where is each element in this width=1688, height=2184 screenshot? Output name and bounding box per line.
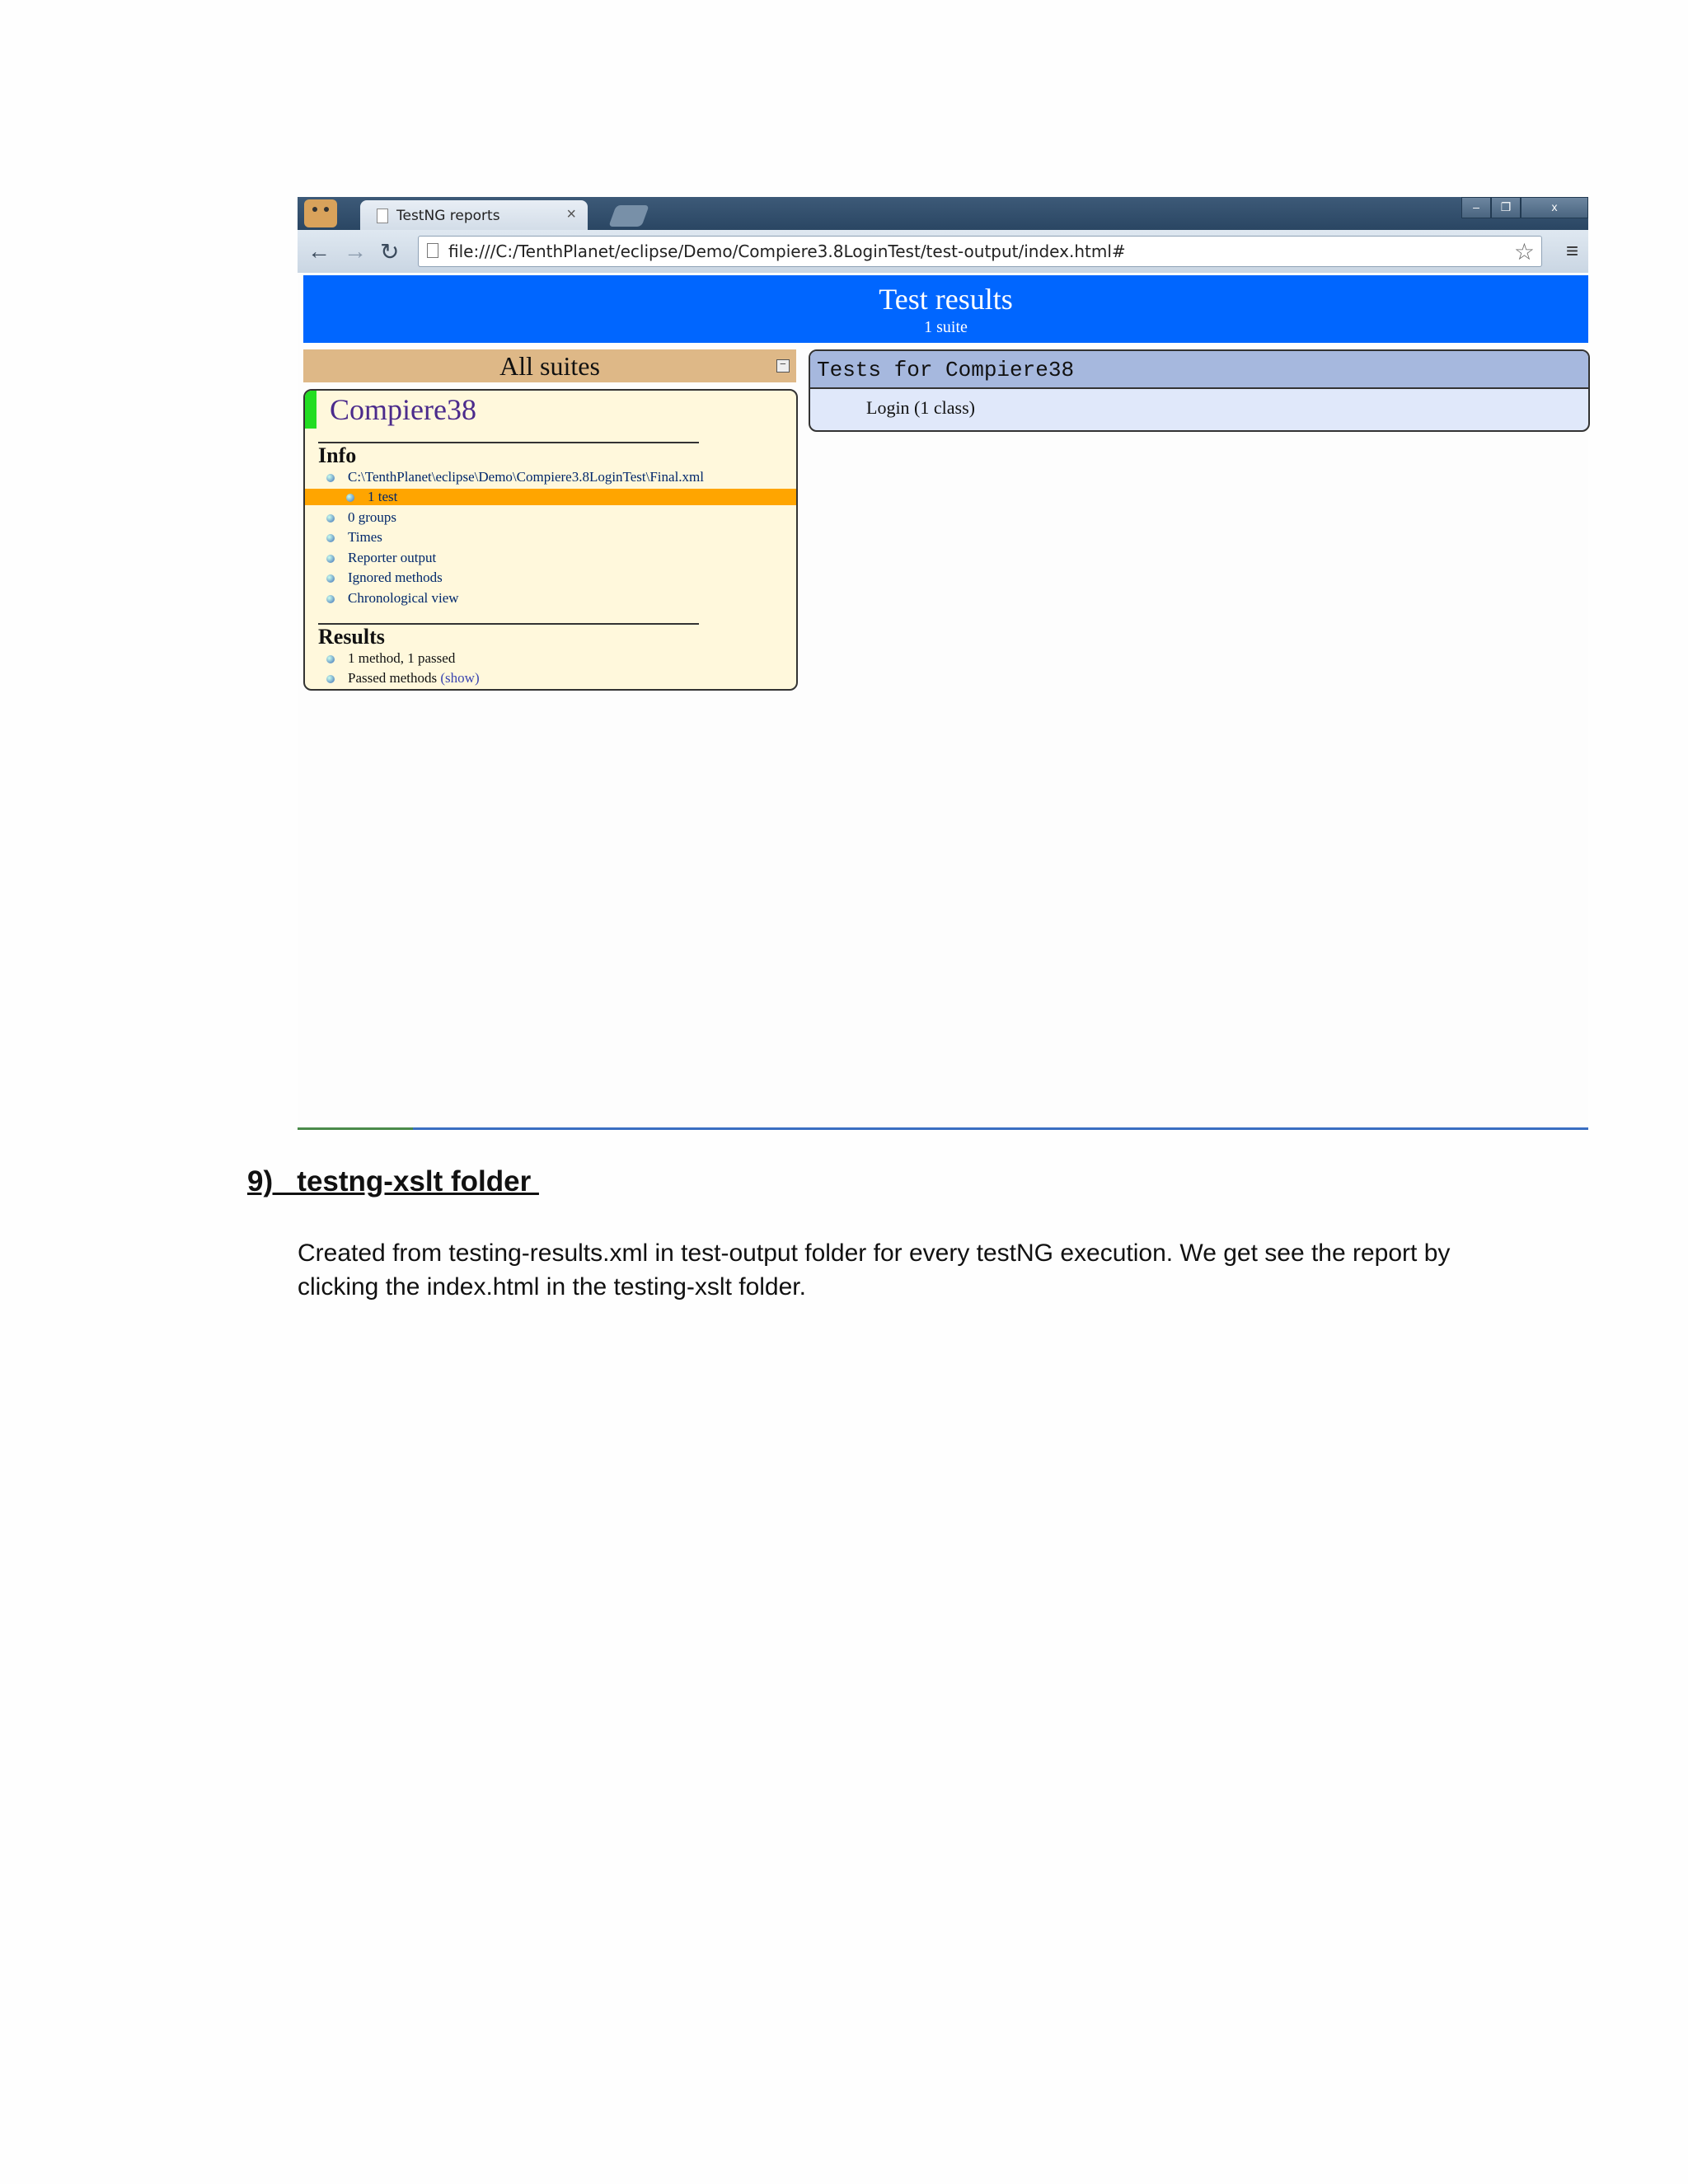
tab-title: TestNG reports — [396, 208, 500, 224]
show-link[interactable]: (show) — [440, 670, 480, 686]
info-item-times[interactable] — [348, 529, 382, 546]
bullet-icon — [326, 474, 335, 482]
bullet-icon — [346, 494, 354, 502]
tests-header: Tests for Compiere38 — [810, 351, 1588, 389]
document-icon — [377, 209, 388, 223]
info-item-label: C:\TenthPlanet\eclipse\Demo\Compiere3.8LoginTest\Final.xml — [348, 469, 704, 485]
section-paragraph: Created from testing-results.xml in test-output folder for every testNG execution. We get see the report by clicking the index.html in the testing-xslt folder. — [298, 1240, 1451, 1301]
bullet-icon — [326, 574, 335, 583]
info-item-label: Ignored methods — [348, 569, 443, 585]
window-controls — [1461, 197, 1588, 217]
info-item-label: 0 groups — [348, 509, 397, 525]
close-button[interactable]: x — [1521, 197, 1588, 218]
info-item-label: Times — [348, 529, 382, 545]
browser-screenshot — [298, 197, 1588, 1128]
suite-name[interactable]: Compiere38 — [330, 393, 476, 426]
all-suites-header — [303, 349, 796, 382]
info-item-label: 1 test — [368, 489, 398, 504]
minimize-button[interactable]: – — [1461, 197, 1491, 218]
tab-close-icon[interactable]: × — [566, 205, 576, 223]
info-title: Info — [318, 443, 357, 467]
test-item-login[interactable]: Login (1 class) — [866, 397, 975, 418]
info-item-chronological-view[interactable] — [348, 590, 459, 607]
separator-line — [298, 1127, 1588, 1130]
suite-status-bar — [305, 391, 316, 429]
info-item-label: Reporter output — [348, 550, 437, 565]
bullet-icon — [326, 675, 335, 683]
results-item-summary — [348, 650, 455, 667]
results-item-label: 1 method, 1 passed — [348, 650, 456, 666]
reload-icon[interactable]: ↻ — [380, 239, 400, 265]
new-tab-button[interactable] — [608, 205, 649, 227]
bullet-icon — [326, 534, 335, 542]
bullet-icon — [326, 514, 335, 523]
info-item-file[interactable] — [348, 469, 704, 485]
url-text: file:///C:/TenthPlanet/eclipse/Demo/Compiere3.8LoginTest/test-output/index.html# — [448, 241, 1126, 261]
divider — [318, 442, 699, 443]
results-item-label: Passed methods — [348, 670, 441, 686]
info-item-ignored-methods[interactable] — [348, 569, 443, 586]
collapse-icon[interactable]: − — [776, 359, 790, 373]
info-item-groups[interactable] — [348, 509, 396, 526]
menu-icon[interactable]: ≡ — [1565, 238, 1578, 263]
browser-tab[interactable] — [360, 200, 588, 230]
bullet-icon — [326, 655, 335, 663]
page-icon — [427, 243, 438, 258]
address-bar[interactable] — [418, 236, 1542, 267]
info-item-label: Chronological view — [348, 590, 459, 606]
report-title: Test results — [879, 283, 1013, 316]
section-heading: 9) testng-xslt folder — [247, 1165, 539, 1197]
bullet-icon — [326, 555, 335, 563]
bookmark-star-icon[interactable]: ☆ — [1513, 239, 1535, 265]
bullet-icon — [326, 595, 335, 603]
results-item-passed-methods — [348, 670, 480, 687]
all-suites-label: All suites — [499, 351, 600, 381]
info-item-reporter-output[interactable] — [348, 550, 436, 566]
tests-panel — [809, 349, 1590, 432]
forward-arrow-icon[interactable]: → — [344, 238, 367, 264]
report-subtitle: 1 suite — [924, 318, 968, 336]
suite-panel — [303, 389, 798, 691]
browser-toolbar — [298, 230, 1588, 273]
back-arrow-icon[interactable]: ← — [307, 238, 331, 264]
report-header — [303, 275, 1588, 343]
browser-logo-icon — [304, 199, 337, 227]
info-item-tests[interactable] — [305, 489, 796, 505]
results-title: Results — [318, 625, 385, 649]
browser-titlebar — [298, 197, 1588, 230]
maximize-button[interactable]: ❐ — [1491, 197, 1521, 218]
